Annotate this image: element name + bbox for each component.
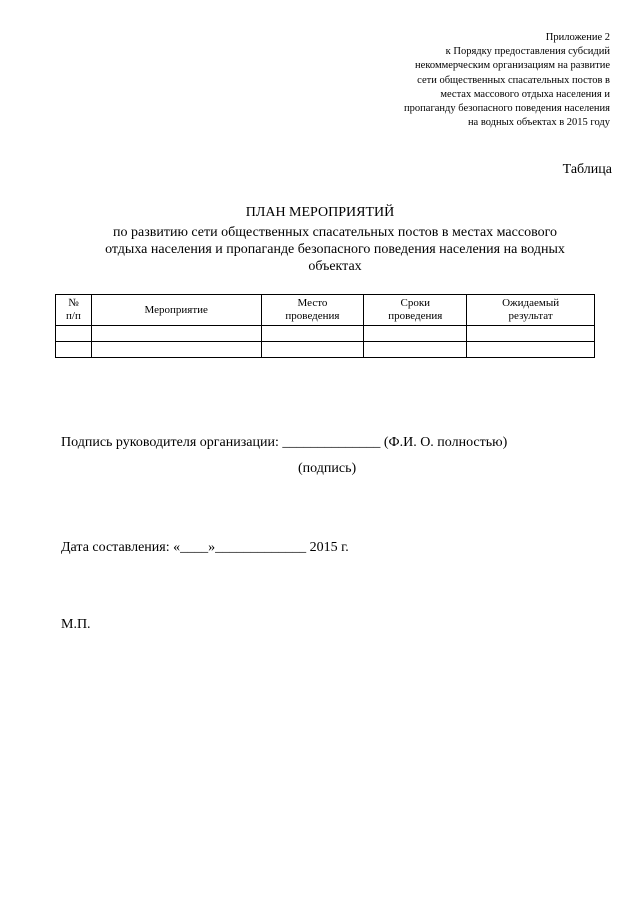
document-subtitle bbox=[80, 224, 590, 275]
header-text: Ожидаемый bbox=[502, 297, 560, 309]
table-cell bbox=[91, 326, 261, 342]
header-text: Мероприятие bbox=[144, 303, 208, 316]
appendix-line: сети общественных спасательных постов в bbox=[417, 74, 610, 86]
table-cell bbox=[364, 326, 467, 342]
table-cell bbox=[261, 326, 364, 342]
header-text: результат bbox=[508, 310, 553, 322]
header-cell-number bbox=[56, 295, 92, 326]
plan-table bbox=[55, 294, 595, 358]
stamp-placeholder: М.П. bbox=[61, 617, 91, 632]
appendix-line: на водных объектах в 2015 году bbox=[467, 117, 610, 129]
header-text: Сроки bbox=[400, 297, 431, 309]
table-cell bbox=[467, 326, 595, 342]
signature-line: Подпись руководителя организации: ______________ (Ф.И. О. полностью) bbox=[61, 435, 508, 450]
table-row bbox=[56, 342, 595, 358]
appendix-line: Приложение 2 bbox=[545, 32, 610, 43]
date-line: Дата составления: «____»_____________ 2015 г. bbox=[61, 540, 349, 555]
header-text: п/п bbox=[66, 310, 81, 322]
appendix-line: к Порядку предоставления субсидий bbox=[445, 46, 610, 58]
header-cell-place bbox=[261, 295, 364, 326]
header-cell-result bbox=[467, 295, 595, 326]
appendix-line: пропаганду безопасного поведения населения bbox=[404, 103, 610, 115]
table-cell bbox=[364, 342, 467, 358]
document-title: ПЛАН МЕРОПРИЯТИЙ bbox=[245, 205, 395, 220]
appendix-note bbox=[310, 31, 610, 130]
table-label: Таблица bbox=[562, 162, 612, 177]
table-cell bbox=[261, 342, 364, 358]
header-text: проведения bbox=[388, 310, 443, 322]
signature-caption: (подпись) bbox=[298, 461, 357, 476]
subtitle-line: отдыха населения и пропаганде безопасного поведения населения на водных bbox=[105, 242, 565, 257]
header-text: проведения bbox=[285, 310, 340, 322]
appendix-line: некоммерческим организациям на развитие bbox=[415, 60, 610, 72]
table-cell bbox=[91, 342, 261, 358]
table-cell bbox=[56, 342, 92, 358]
appendix-line: местах массового отдыха населения и bbox=[440, 88, 610, 100]
table-header-row bbox=[56, 295, 595, 326]
subtitle-line: по развитию сети общественных спасательных постов в местах массового bbox=[113, 225, 557, 240]
header-text: Место bbox=[297, 297, 328, 309]
header-text: № bbox=[68, 297, 79, 309]
table-cell bbox=[56, 326, 92, 342]
subtitle-line: объектах bbox=[308, 259, 362, 274]
header-cell-dates bbox=[364, 295, 467, 326]
header-cell-activity bbox=[91, 295, 261, 326]
table-cell bbox=[467, 342, 595, 358]
table-row bbox=[56, 326, 595, 342]
